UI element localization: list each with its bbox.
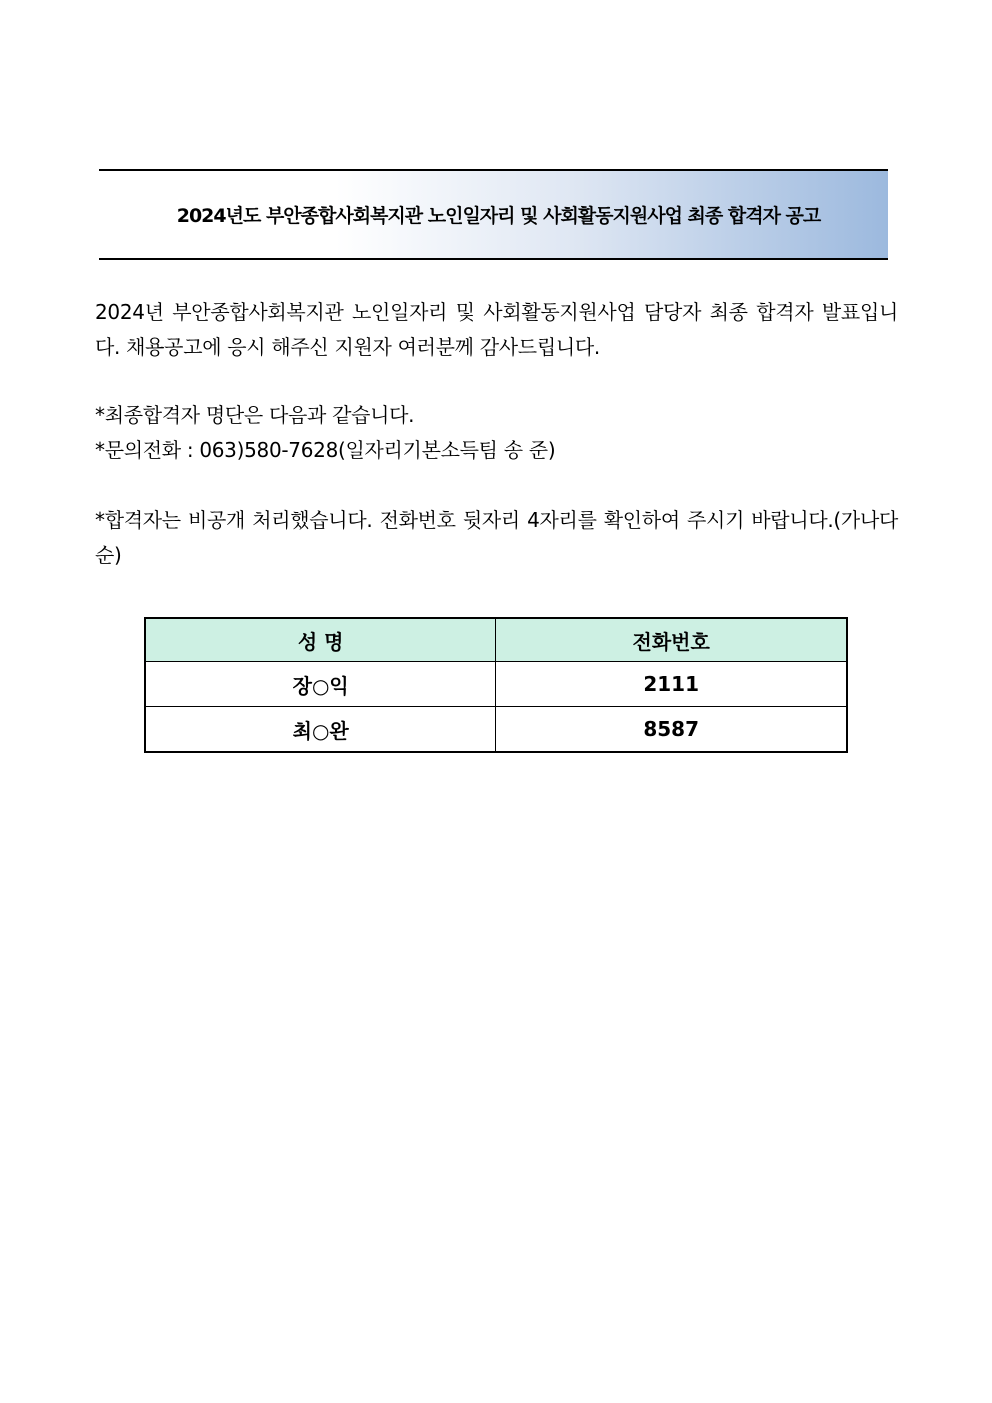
header-name: 성 명 bbox=[145, 618, 496, 662]
page-title: 2024년도 부안종합사회복지관 노인일자리 및 사회활동지원사업 최종 합격자 공고 bbox=[176, 205, 821, 227]
list-notice: *최종합격자 명단은 다음과 같습니다. bbox=[95, 403, 415, 427]
cell-name: 최○완 bbox=[145, 707, 496, 753]
table-header-row bbox=[145, 618, 847, 662]
header-phone: 전화번호 bbox=[496, 618, 847, 662]
cell-name: 장○익 bbox=[145, 662, 496, 707]
result-table bbox=[144, 617, 848, 753]
title-banner bbox=[99, 169, 888, 260]
intro-paragraph: 2024년 부안종합사회복지관 노인일자리 및 사회활동지원사업 담당자 최종 합격자 발표입니다. 채용공고에 응시 해주신 지원자 여러분께 감사드립니다. bbox=[95, 300, 898, 359]
table-row bbox=[145, 707, 847, 753]
table-row bbox=[145, 662, 847, 707]
cell-phone: 8587 bbox=[496, 707, 847, 753]
contact-notice: *문의전화 : 063)580-7628(일자리기본소득팀 송 준) bbox=[95, 438, 556, 462]
privacy-notice: *합격자는 비공개 처리했습니다. 전화번호 뒷자리 4자리를 확인하여 주시기 바랍니다.(가나다순) bbox=[95, 508, 898, 567]
cell-phone: 2111 bbox=[496, 662, 847, 707]
